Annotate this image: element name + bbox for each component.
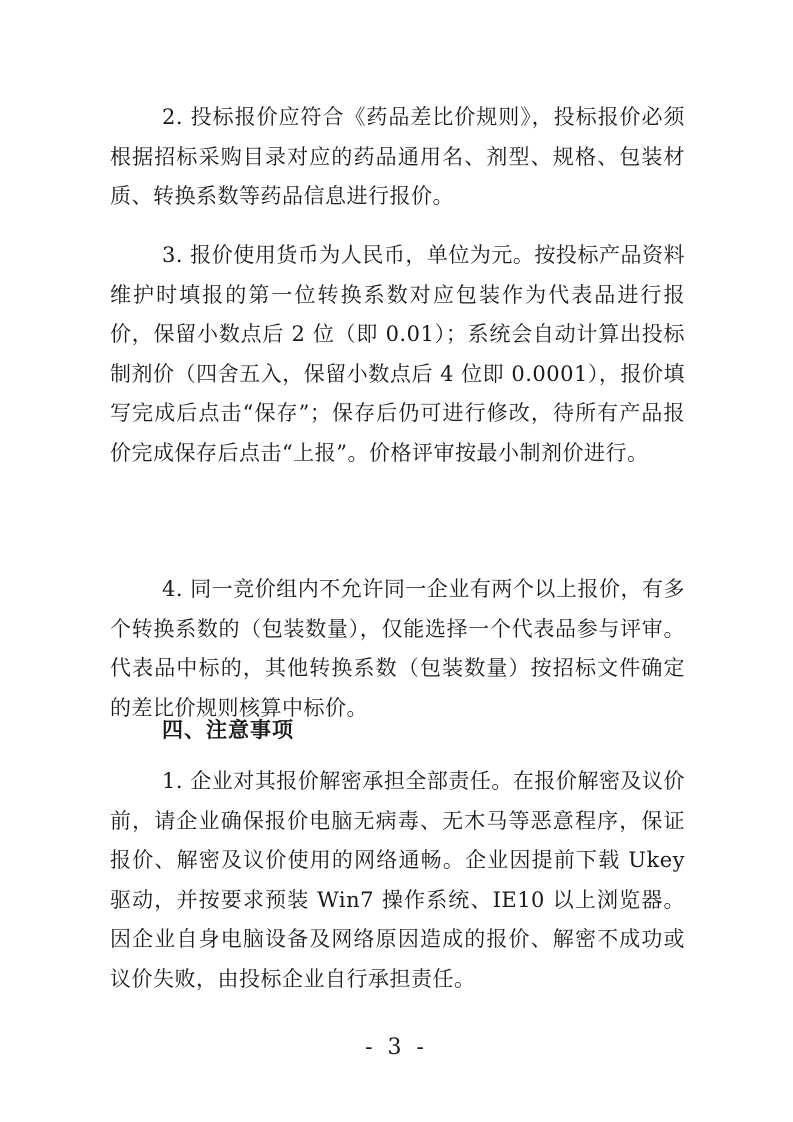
page-number: - 3 - <box>365 1035 428 1060</box>
paragraph-item-2: 2. 投标报价应符合《药品差比价规则》，投标报价必须根据招标采购目录对应的药品通用名、剂型、规格、包装材质、转换系数等药品信息进行报价。 <box>110 105 685 208</box>
paragraph-item-3: 3. 报价使用货币为人民币，单位为元。按投标产品资料维护时填报的第一位转换系数对应包装作为代表品进行报价，保留小数点后 2 位（即 0.01）；系统会自动计算出投标制剂价（四舍五入，保留小数点后 4 位即 0.0001），报价填写完成后点击“保存”；保存后仍可进行修改，待所有产品报价完成保存后点击“上报”。价格评审按最小制剂价进行。 <box>110 243 685 465</box>
section-heading: 四、注意事项 <box>162 718 294 742</box>
paragraph-item-4: 4. 同一竞价组内不允许同一企业有两个以上报价，有多个转换系数的（包装数量），仅能选择一个代表品参与评审。代表品中标的，其他转换系数（包装数量）按招标文件确定的差比价规则核算中标价。 <box>110 577 685 720</box>
notice-paragraph-1: 1. 企业对其报价解密承担全部责任。在报价解密及议价前，请企业确保报价电脑无病毒、无木马等恶意程序，保证报价、解密及议价使用的网络通畅。企业因提前下载 Ukey 驱动，并按要求预装 Win7 操作系统、IE10 以上浏览器。因企业自身电脑设备及网络原因造成的报价、解密不成功或议价失败，由投标企业自行承担责任。 <box>110 769 685 991</box>
